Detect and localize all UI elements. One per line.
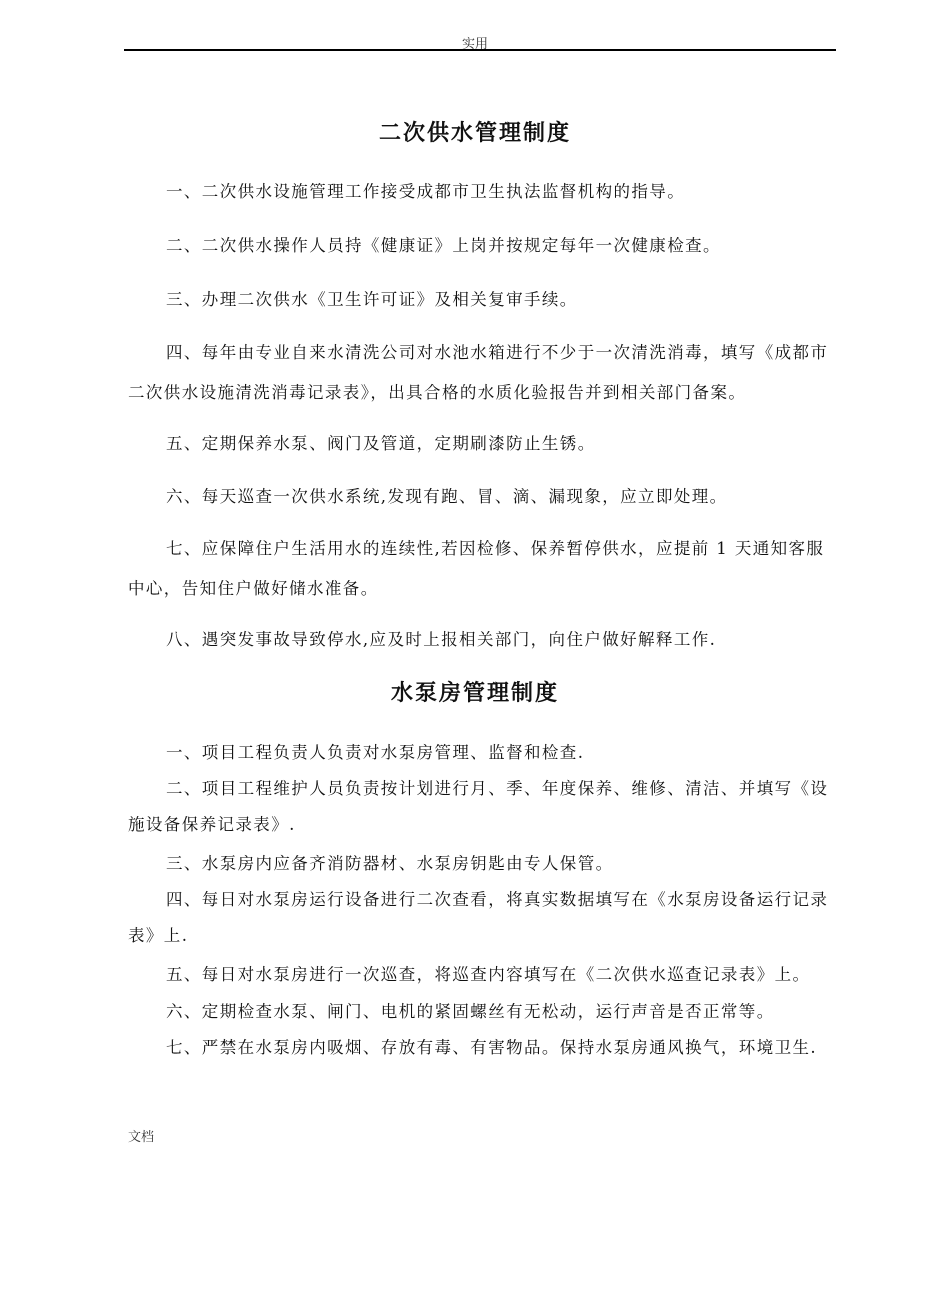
section-title-pump-room: 水泵房管理制度 [390, 681, 559, 706]
paragraph: 二、二次供水操作人员持《健康证》上岗并按规定每年一次健康检查。 [166, 236, 721, 255]
section-title-water-supply: 二次供水管理制度 [378, 121, 571, 146]
paragraph: 五、每日对水泵房进行一次巡查，将巡查内容填写在《二次供水巡查记录表》上。 [166, 965, 811, 984]
paragraph: 三、办理二次供水《卫生许可证》及相关复审手续。 [166, 290, 578, 309]
paragraph: 六、每天巡查一次供水系统,发现有跑、冒、滴、漏现象，应立即处理。 [166, 487, 728, 506]
paragraph: 五、定期保养水泵、阀门及管道，定期刷漆防止生锈。 [166, 434, 596, 453]
page-footer: 文档 [128, 1130, 155, 1145]
paragraph: 三、水泵房内应备齐消防器材、水泵房钥匙由专人保管。 [166, 854, 614, 873]
paragraph: 一、二次供水设施管理工作接受成都市卫生执法监督机构的指导。 [166, 182, 686, 201]
paragraph: 六、定期检查水泵、闸门、电机的紧固螺丝有无松动，运行声音是否正常等。 [166, 1002, 775, 1021]
paragraph: 一、项目工程负责人负责对水泵房管理、监督和检查. [166, 743, 585, 762]
paragraph: 八、遇突发事故导致停水,应及时上报相关部门，向住户做好解释工作. [166, 630, 717, 649]
paragraph: 二、项目工程维护人员负责按计划进行月、季、年度保养、维修、清洁、并填写《设施设备保养记录表》. [128, 779, 829, 834]
paragraph: 七、严禁在水泵房内吸烟、存放有毒、有害物品。保持水泵房通风换气，环境卫生. [166, 1038, 818, 1057]
header-rule [124, 49, 836, 51]
paragraph: 四、每年由专业自来水清洗公司对水池水箱进行不少于一次清洗消毒，填写《成都市二次供水设施清洗消毒记录表》，出具合格的水质化验报告并到相关部门备案。 [128, 343, 829, 402]
paragraph: 七、应保障住户生活用水的连续性,若因检修、保养暂停供水，应提前 1 天通知客服中心，告知住户做好储水准备。 [128, 539, 825, 598]
paragraph: 四、每日对水泵房运行设备进行二次查看，将真实数据填写在《水泵房设备运行记录表》上. [128, 890, 829, 945]
page-header: 实用 [461, 37, 488, 52]
